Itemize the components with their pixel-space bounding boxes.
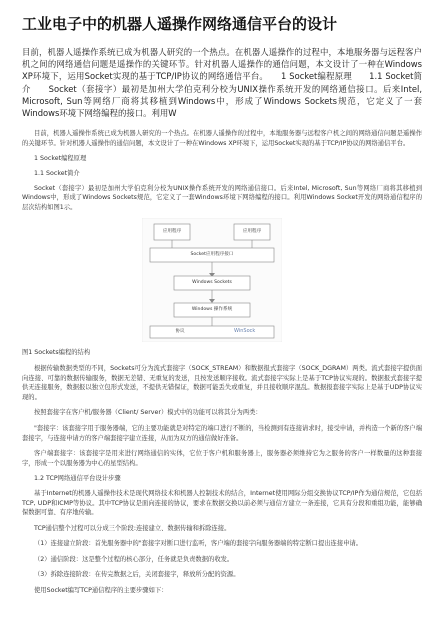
paragraph-server-socket: "套接字：该套接字用于服务器端，它的主要功能就是对特定的端口进行不断的，当检测到有连接请求时，接受申请，并构造一个新的客户端套接字，与连接申请方的客户端套接字建立连接，从而为双方的通信做好准备。 [22, 424, 422, 442]
subsection-heading: 1.1 Socket简介 [34, 170, 80, 177]
figure-caption: 图1 Sockets编程的结构 [22, 349, 91, 357]
subsection-heading-2: 1.2 TCP网络通信平台设计步骤 [34, 475, 121, 483]
paragraph-stage-2: （2）通信阶段：这是整个过程的核心部分，任务就是负责数据的收发。 [34, 555, 234, 563]
paragraph-stage-3: （3）拆除连接阶段：在传完数据之后，关闭套接字，释放所分配的资源。 [34, 571, 240, 579]
figure-app2-label: 应用程序 [242, 229, 262, 235]
figure-app1-label: 应用程序 [162, 229, 182, 235]
paragraph-tcp-stages: TCP通信整个过程可以分成三个阶段:连接建立、数据传输和拆除连接。 [34, 524, 231, 532]
figure-protocol-label: 协议 [175, 329, 185, 335]
lead-summary: 目前，机器人遥操作系统已成为机器人研究的一个热点。在机器人遥操作的过程中，本地服务器与远程客户机之间的网络通信问题是遥操作的关键环节。针对机器人遥操作的通信问题，本文设计了一种在Windows XP环境下，运用Socket实现的基于TCP/IP协议的网络通信平台。 1 Socket编程原理 1.1 Socket简介 Socket（套接字）最初是加州大学伯克利分校为UNIX操作系统开发的网络通信接口。后来Intel, Microsoft, Sun等网络厂商将其移植到Windows中，形成了Windows Sockets规范，它定义了一套Windows环境下网络编程的接口。利用W [22, 47, 422, 119]
figure-watermark: WinSock [234, 328, 256, 335]
socket-structure-figure [142, 218, 282, 342]
paragraph-tcp-intro: 基于Internet的机器人遥操作技术是现代网络技术和机器人控制技术的结合，Internet使用网际分组交换协议TCP/IP作为通信规范，它包括 TCP, UDP和ICMP等协议。其中TCP协议是面向连接的协议，要求在数据交换以前必须与通信方建立一条连接，它具有分段和重组功能，能够确保数据可靠、有序地传输。 [22, 489, 422, 517]
figure-api-label: Socket应用程序接口 [190, 252, 234, 258]
paragraph-stage-1: （1）连接建立阶段：首先服务器中的"套接字对断口进行监听，客户端的套接字向服务器端的特定断口提出连接申请。 [34, 540, 363, 548]
paragraph-client-socket: 客户端套接字：该套接字是用来进行网络通信的实体，它位于客户机和服务器上，服务器必须维持它为之服务的客户一样数量的这种套接字，形成一个以服务器为中心的星型结构。 [22, 450, 422, 467]
paragraph-socket-intro: Socket（套接字）最初是加州大学伯克利分校为UNIX操作系统开发的网络通信接口。后来Intel, Microsoft, Sun等网络厂商将其移植到Windows中，形成了Windows Sockets规范，它定义了一套Windows环境下网络编程的接口。利用Windows Socket开发的网络通信程序的层次结构如图1示。 [22, 184, 422, 211]
figure-os-label: Windows 操作系统 [191, 307, 233, 313]
paragraph-socket-types: 根据传输数据类型的不同，Sockets可分为流式套接字（SOCK_STREAM）和数据报式套接字（SOCK_DGRAM）两类。流式套接字提供面向连接、可靠的数据传输服务，数据无差错、无重复的发送，且按发送顺序接收。流式套接字实际上是基于TCP协议实现的。数据报式套接字提供无连接服务，数据报以独立包形式发送，不提供无错保证，数据可能丢失或重复，并且接收顺序混乱。数据报套接字实际上是基于UDP协议实现的。 [22, 364, 422, 401]
figure-winsock-label: Windows Sockets [192, 280, 232, 286]
paragraph-intro: 目前，机器人遥操作系统已成为机器人研究的一个热点。在机器人遥操作的过程中，本地服务器与远程客户机之间的网络通信问题是遥操作的关键环节。针对机器人遥操作的通信问题，本文设计了一种在Windows XP环境下，运用Socket实现的基于TCP/IP协议的网络通信平台。 [22, 130, 422, 147]
paragraph-cs-mode: 按照套接字在客户机/服务器（Client/ Server）模式中的功能可以将其分为两类： [34, 409, 262, 417]
paragraph-steps: 使用Socket编写TCP通信程序的主要步骤如下： [34, 587, 168, 595]
section-heading: 1 Socket编程原理 [34, 155, 87, 163]
page-title: 工业电子中的机器人遥操作网络通信平台的设计 [22, 15, 338, 33]
article-body [22, 129, 422, 595]
